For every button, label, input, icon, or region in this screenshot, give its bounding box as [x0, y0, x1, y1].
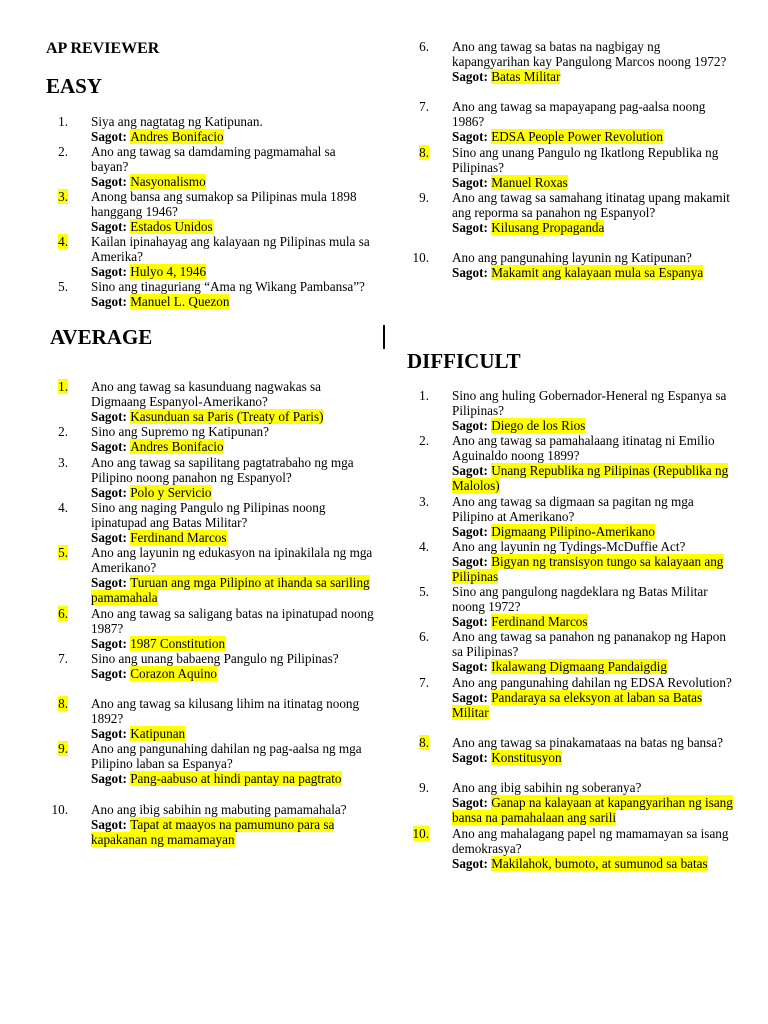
list-item: [46, 455, 376, 500]
list-item: [46, 189, 376, 234]
item-number: 4.: [58, 500, 68, 515]
question-text: Siya ang nagtatag ng Katipunan.: [91, 114, 263, 129]
section-title-average: AVERAGE: [50, 325, 153, 349]
answer-line: [452, 69, 737, 84]
question-text: Ano ang layunin ng edukasyon na ipinakilala ng mga Amerikano?: [91, 545, 373, 576]
answer-text: EDSA People Power Revolution: [491, 129, 664, 145]
answer-label: Sagot:: [452, 220, 492, 236]
answer-line: [91, 409, 376, 424]
answer-line: [452, 795, 737, 825]
list-item: [46, 379, 376, 424]
answer-line: [91, 636, 376, 651]
question-text: Ano ang pangunahing dahilan ng EDSA Revolution?: [452, 675, 732, 690]
answer-label: Sagot:: [452, 614, 492, 630]
answer-label: Sagot:: [91, 666, 131, 682]
answer-line: [91, 771, 376, 786]
item-number: 4.: [58, 234, 68, 249]
item-number: 5.: [58, 545, 68, 560]
answer-line: [452, 554, 737, 584]
answer-label: Sagot:: [452, 418, 492, 434]
answer-label: Sagot:: [91, 409, 131, 425]
answer-label: Sagot:: [91, 174, 131, 190]
answer-line: [452, 524, 737, 539]
list-item: [407, 539, 737, 584]
answer-text: Andres Bonifacio: [130, 439, 224, 455]
answer-label: Sagot:: [91, 575, 131, 591]
answer-text: Makamit ang kalayaan mula sa Espanya: [491, 265, 704, 281]
list-item: [46, 651, 376, 681]
answer-label: Sagot:: [452, 524, 492, 540]
question-text: Sino ang huling Gobernador-Heneral ng Espanya sa Pilipinas?: [452, 388, 727, 419]
question-text: Ano ang tawag sa saligang batas na ipinatupad noong 1987?: [91, 606, 374, 637]
question-text: Ano ang tawag sa damdaming pagmamahal sa bayan?: [91, 144, 336, 175]
item-number: 5.: [419, 584, 429, 599]
answer-text: Konstitusyon: [491, 750, 562, 766]
answer-line: [452, 750, 737, 765]
answer-line: [452, 418, 737, 433]
answer-line: [91, 219, 376, 234]
answer-line: [452, 856, 737, 871]
answer-line: [91, 439, 376, 454]
question-text: Ano ang ibig sabihin ng mabuting pamamahala?: [91, 802, 347, 817]
list-item: [46, 741, 376, 786]
question-text: Sino ang tinaguriang “Ama ng Wikang Pambansa”?: [91, 279, 365, 294]
question-text: Ano ang tawag sa pamahalaang itinatag ni Emilio Aguinaldo noong 1899?: [452, 433, 715, 464]
answer-text: Hulyo 4, 1946: [130, 264, 207, 280]
answer-text: Ikalawang Digmaang Pandaigdig: [491, 659, 667, 675]
answer-label: Sagot:: [91, 129, 131, 145]
list-item: [407, 388, 737, 433]
question-text: Sino ang pangulong nagdeklara ng Batas Militar noong 1972?: [452, 584, 708, 615]
list-item: [46, 279, 376, 309]
question-text: Ano ang ibig sabihin ng soberanya?: [452, 780, 642, 795]
question-text: Ano ang tawag sa panahon ng pananakop ng Hapon sa Pilipinas?: [452, 629, 726, 660]
item-number: 1.: [419, 388, 429, 403]
answer-label: Sagot:: [452, 795, 492, 811]
list-item: [407, 675, 737, 720]
answer-text: Digmaang Pilipino-Amerikano: [491, 524, 655, 540]
item-number: 3.: [58, 455, 68, 470]
list-item: [407, 826, 737, 871]
answer-text: Manuel L. Quezon: [130, 294, 230, 310]
list-item: [46, 114, 376, 144]
answer-line: [452, 265, 737, 280]
question-text: Ano ang tawag sa samahang itinatag upang makamit ang reporma sa panahon ng Espanyol?: [452, 190, 730, 221]
question-text: Ano ang pangunahing dahilan ng pag-aalsa ng mga Pilipino laban sa Espanya?: [91, 741, 362, 772]
answer-text: Unang Republika ng Pilipinas (Republika ng Malolos): [452, 463, 729, 494]
answer-label: Sagot:: [452, 69, 492, 85]
question-text: Ano ang tawag sa batas na nagbigay ng kapangyarihan kay Pangulong Marcos noong 1972?: [452, 39, 727, 70]
answer-label: Sagot:: [91, 530, 131, 546]
answer-label: Sagot:: [452, 690, 492, 706]
answer-line: [91, 485, 376, 500]
answer-text: 1987 Constitution: [130, 636, 226, 652]
list-item: [407, 99, 737, 144]
item-number: 1.: [58, 114, 68, 129]
item-number: 1.: [58, 379, 68, 394]
item-number: 7.: [58, 651, 68, 666]
answer-text: Pang-aabuso at hindi pantay na pagtrato: [130, 771, 342, 787]
answer-line: [91, 294, 376, 309]
answer-line: [452, 659, 737, 674]
list-item: [407, 433, 737, 493]
question-text: Sino ang naging Pangulo ng Pilipinas noong ipinatupad ang Batas Militar?: [91, 500, 326, 531]
answer-line: [91, 817, 376, 847]
answer-text: Pandaraya sa eleksyon at laban sa Batas Militar: [452, 690, 703, 721]
item-number: 10.: [412, 250, 429, 265]
answer-text: Manuel Roxas: [491, 175, 568, 191]
item-number: 5.: [58, 279, 68, 294]
answer-text: Katipunan: [130, 726, 186, 742]
answer-text: Kilusang Propaganda: [491, 220, 605, 236]
answer-line: [452, 614, 737, 629]
answer-label: Sagot:: [452, 129, 492, 145]
question-text: Ano ang tawag sa kasunduang nagwakas sa Digmaang Espanyol-Amerikano?: [91, 379, 321, 410]
answer-line: [452, 220, 737, 235]
answer-line: [452, 175, 737, 190]
item-number: 10.: [51, 802, 68, 817]
answer-line: [452, 690, 737, 720]
answer-label: Sagot:: [91, 439, 131, 455]
answer-line: [91, 129, 376, 144]
answer-label: Sagot:: [91, 636, 131, 652]
answer-label: Sagot:: [452, 659, 492, 675]
list-item: [46, 606, 376, 651]
answer-text: Makilahok, bumoto, at sumunod sa batas: [491, 856, 708, 872]
answer-label: Sagot:: [452, 554, 492, 570]
answer-line: [91, 174, 376, 189]
item-number: 8.: [419, 145, 429, 160]
list-item: [407, 629, 737, 674]
answer-text: Diego de los Rios: [491, 418, 586, 434]
list-item: [46, 234, 376, 279]
answer-label: Sagot:: [91, 219, 131, 235]
doc-title: AP REVIEWER: [46, 40, 160, 57]
list-item: [46, 545, 376, 605]
answer-text: Tapat at maayos na pamumuno para sa kapakanan ng mamamayan: [91, 817, 335, 848]
answer-label: Sagot:: [452, 463, 492, 479]
list-item: [407, 39, 737, 84]
answer-line: [91, 264, 376, 279]
answer-text: Ferdinand Marcos: [130, 530, 227, 546]
answer-text: Bigyan ng transisyon tungo sa kalayaan ang Pilipinas: [452, 554, 724, 585]
item-number: 2.: [58, 424, 68, 439]
list-item: [46, 802, 376, 847]
answer-text: Corazon Aquino: [130, 666, 218, 682]
list-item: [407, 190, 737, 235]
answer-text: Andres Bonifacio: [130, 129, 224, 145]
answer-text: Ferdinand Marcos: [491, 614, 588, 630]
answer-line: [91, 726, 376, 741]
question-text: Ano ang tawag sa digmaan sa pagitan ng mga Pilipino at Amerikano?: [452, 494, 694, 525]
item-number: 8.: [419, 735, 429, 750]
list-item: [46, 144, 376, 189]
question-text: Kailan ipinahayag ang kalayaan ng Pilipinas mula sa Amerika?: [91, 234, 370, 265]
question-text: Sino ang unang babaeng Pangulo ng Pilipinas?: [91, 651, 339, 666]
item-number: 10.: [412, 826, 429, 841]
item-number: 6.: [419, 629, 429, 644]
item-number: 6.: [58, 606, 68, 621]
question-text: Ano ang mahalagang papel ng mamamayan sa isang demokrasya?: [452, 826, 729, 857]
answer-text: Ganap na kalayaan at kapangyarihan ng isang bansa na pamahalaan ang sarili: [452, 795, 733, 826]
list-item: [46, 500, 376, 545]
item-number: 9.: [58, 741, 68, 756]
item-number: 8.: [58, 696, 68, 711]
item-number: 7.: [419, 675, 429, 690]
answer-text: Nasyonalismo: [130, 174, 206, 190]
answer-line: [91, 666, 376, 681]
answer-line: [91, 575, 376, 605]
question-text: Ano ang tawag sa kilusang lihim na itinatag noong 1892?: [91, 696, 360, 727]
answer-label: Sagot:: [91, 485, 131, 501]
list-item: [407, 735, 737, 765]
text-cursor: [383, 325, 385, 349]
item-number: 3.: [58, 189, 68, 204]
list-item: [407, 780, 737, 825]
item-number: 9.: [419, 780, 429, 795]
question-text: Ano ang layunin ng Tydings-McDuffie Act?: [452, 539, 686, 554]
item-number: 6.: [419, 39, 429, 54]
answer-line: [91, 530, 376, 545]
answer-label: Sagot:: [91, 726, 131, 742]
list-item: [407, 250, 737, 280]
item-number: 3.: [419, 494, 429, 509]
list-item: [407, 584, 737, 629]
list-item: [407, 494, 737, 539]
item-number: 4.: [419, 539, 429, 554]
list-item: [407, 145, 737, 190]
answer-label: Sagot:: [452, 856, 492, 872]
answer-line: [452, 129, 737, 144]
question-text: Ano ang tawag sa sapilitang pagtatrabaho ng mga Pilipino noong panahon ng Espanyol?: [91, 455, 354, 486]
question-text: Sino ang Supremo ng Katipunan?: [91, 424, 270, 439]
question-text: Ano ang tawag sa pinakamataas na batas ng bansa?: [452, 735, 723, 750]
item-number: 7.: [419, 99, 429, 114]
answer-label: Sagot:: [452, 265, 492, 281]
answer-label: Sagot:: [91, 817, 131, 833]
answer-label: Sagot:: [91, 294, 131, 310]
answer-label: Sagot:: [91, 771, 131, 787]
question-text: Anong bansa ang sumakop sa Pilipinas mula 1898 hanggang 1946?: [91, 189, 357, 220]
section-title-easy: EASY: [46, 74, 103, 98]
list-item: [46, 696, 376, 741]
item-number: 9.: [419, 190, 429, 205]
answer-text: Estados Unidos: [130, 219, 213, 235]
answer-text: Kasunduan sa Paris (Treaty of Paris): [130, 409, 324, 425]
answer-text: Batas Militar: [491, 69, 561, 85]
item-number: 2.: [58, 144, 68, 159]
answer-text: Turuan ang mga Pilipino at ihanda sa sariling pamamahala: [91, 575, 370, 606]
question-text: Sino ang unang Pangulo ng Ikatlong Republika ng Pilipinas?: [452, 145, 719, 176]
question-text: Ano ang tawag sa mapayapang pag-aalsa noong 1986?: [452, 99, 706, 130]
answer-label: Sagot:: [91, 264, 131, 280]
list-item: [46, 424, 376, 454]
section-title-difficult: DIFFICULT: [407, 349, 521, 373]
answer-line: [452, 463, 737, 493]
answer-label: Sagot:: [452, 175, 492, 191]
question-text: Ano ang pangunahing layunin ng Katipunan?: [452, 250, 692, 265]
answer-text: Polo y Servicio: [130, 485, 212, 501]
item-number: 2.: [419, 433, 429, 448]
answer-label: Sagot:: [452, 750, 492, 766]
